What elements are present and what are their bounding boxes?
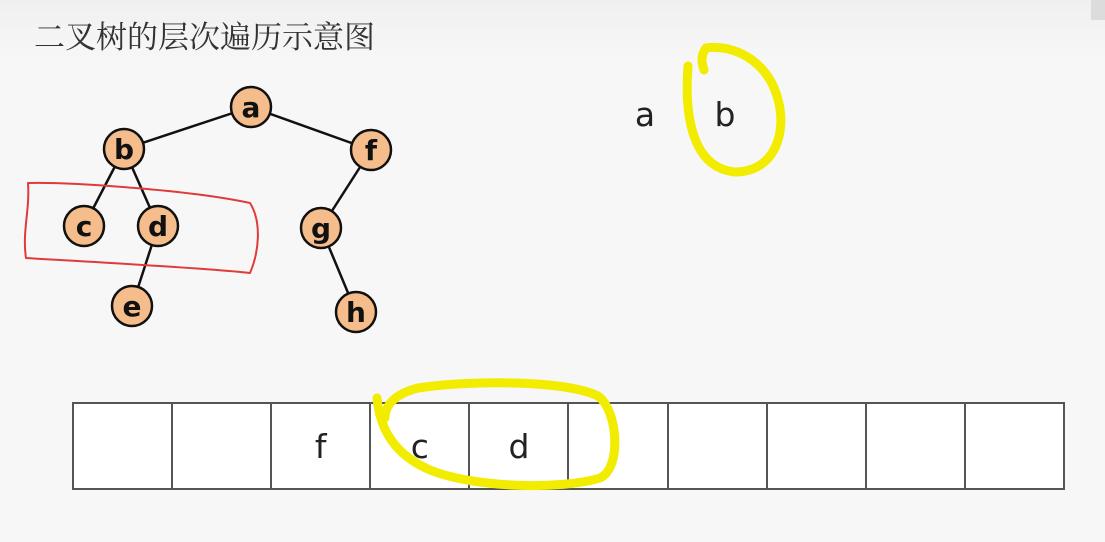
output-item: a: [634, 95, 656, 134]
tree-node-label: f: [364, 134, 378, 167]
queue-cell: c: [371, 404, 470, 488]
tree-node-e: [112, 286, 152, 326]
tree-node-c: [64, 206, 104, 246]
tree-node-g: [301, 208, 341, 248]
tree-node-label: a: [241, 91, 261, 124]
queue-cell: [569, 404, 668, 488]
slide-title: 二叉树的层次遍历示意图: [34, 20, 375, 56]
tree-node-label: d: [147, 210, 169, 243]
output-item: b: [714, 95, 736, 134]
queue-cell: [768, 404, 867, 488]
tree-node-label: h: [346, 296, 366, 329]
tree-node-label: b: [113, 133, 135, 166]
queue-cell: d: [470, 404, 569, 488]
tree-node-a: [231, 87, 271, 127]
tree-node-d: [138, 206, 178, 246]
queue-cell: [669, 404, 768, 488]
tree-node-label: c: [75, 210, 93, 243]
queue-cell: [173, 404, 272, 488]
tree-node-f: [351, 130, 391, 170]
tree-nodes: [64, 87, 391, 332]
tree-node-h: [336, 292, 376, 332]
tree-node-label: e: [122, 290, 142, 323]
queue-cell: [74, 404, 173, 488]
queue: [72, 402, 1065, 490]
tree-node-label: g: [310, 212, 332, 245]
tree-node-b: [104, 129, 144, 169]
queue-cell: [867, 404, 966, 488]
queue-cell: f: [272, 404, 371, 488]
queue-cell: [966, 404, 1063, 488]
